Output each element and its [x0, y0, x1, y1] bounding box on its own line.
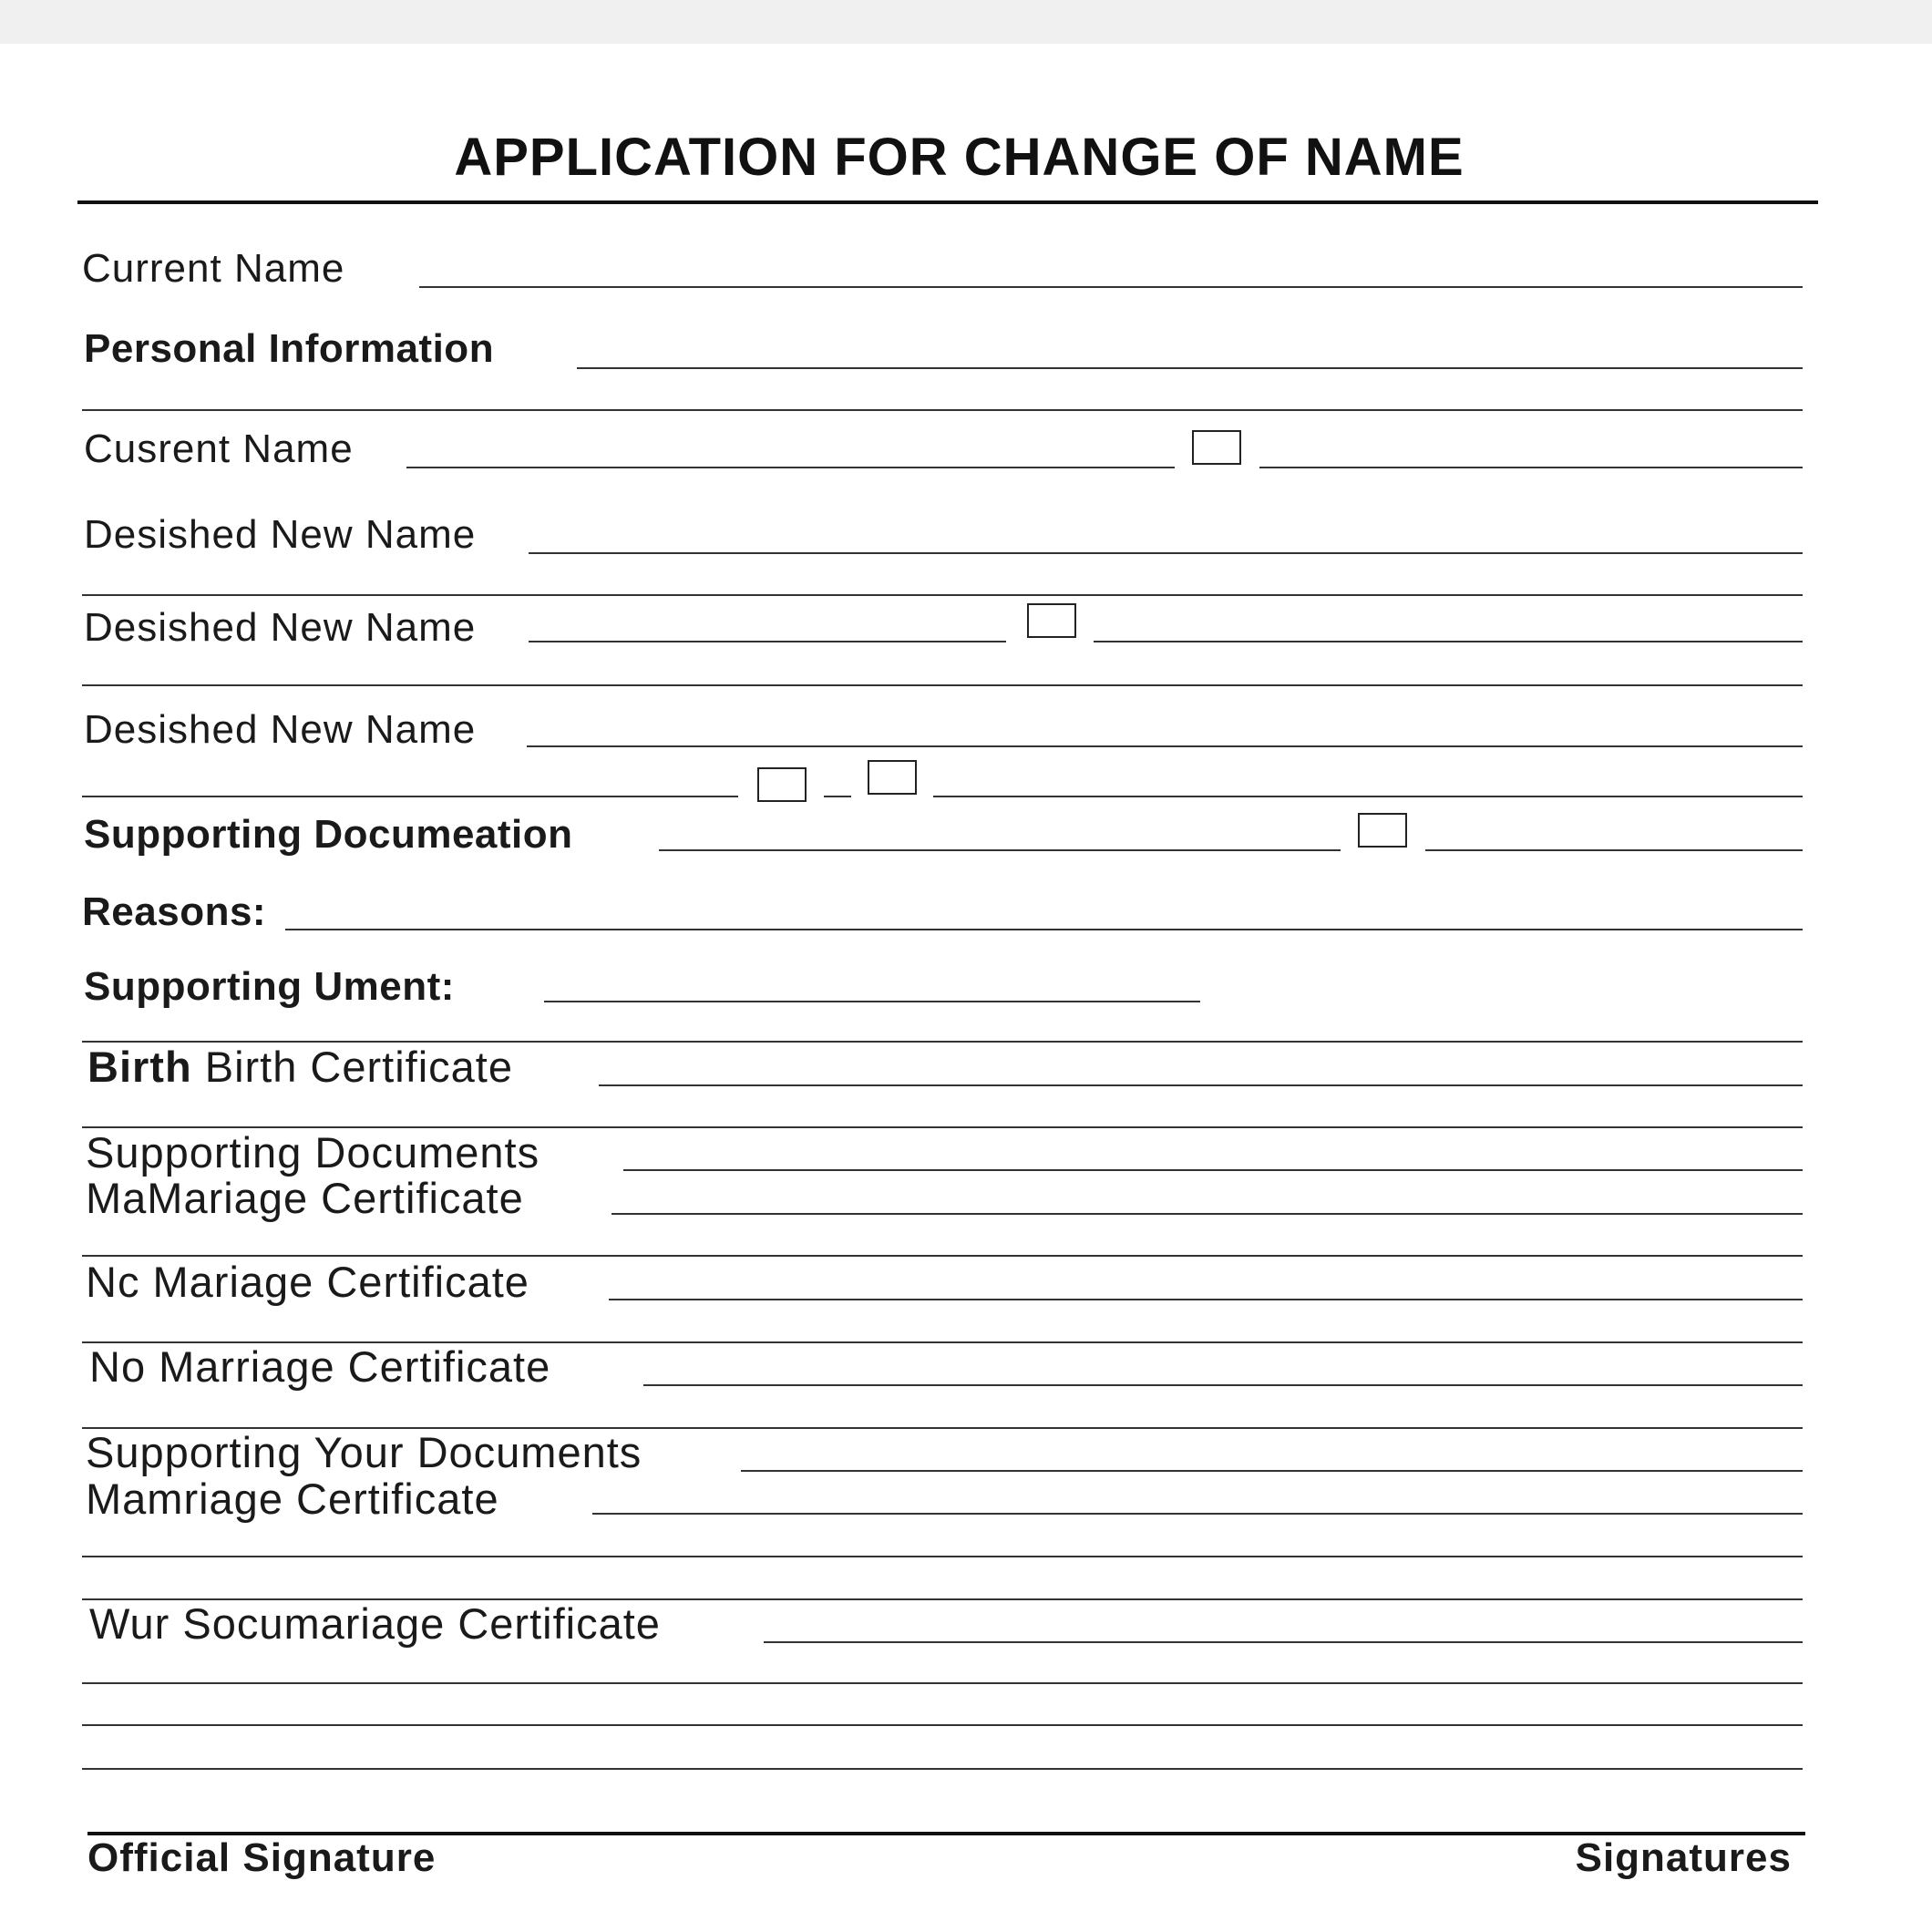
- mamariage-certificate-field[interactable]: [611, 1213, 1803, 1215]
- supporting-ument-label: Supporting Ument:: [84, 964, 455, 1009]
- desired-new-name-field-2b[interactable]: [1094, 641, 1803, 642]
- supporting-ument-field[interactable]: [544, 1001, 1200, 1002]
- official-signature-label: Official Signature: [87, 1835, 437, 1880]
- birth-certificate-text: Birth Certificate: [204, 1043, 513, 1091]
- blank-line[interactable]: [82, 684, 1803, 686]
- no-marriage-certificate-label: No Marriage Certificate: [89, 1342, 551, 1391]
- supporting-documentation-heading: Supporting Documeation: [84, 812, 573, 857]
- mamriage-certificate-label: Mamriage Certificate: [86, 1475, 499, 1523]
- title-divider: [77, 200, 1818, 204]
- supporting-documents-field[interactable]: [623, 1169, 1803, 1171]
- wur-socumariage-certificate-label: Wur Socumariage Certificate: [89, 1599, 661, 1648]
- blank-line[interactable]: [82, 594, 1803, 596]
- desired-new-name-field-1[interactable]: [529, 552, 1803, 554]
- blank-line[interactable]: [82, 409, 1803, 411]
- birth-certificate-label: [87, 1043, 513, 1092]
- wur-socumariage-certificate-field[interactable]: [764, 1641, 1803, 1643]
- mamriage-certificate-field[interactable]: [592, 1513, 1803, 1515]
- nc-mariage-certificate-field[interactable]: [609, 1299, 1803, 1300]
- supporting-your-documents-field[interactable]: [741, 1470, 1803, 1472]
- reasons-field[interactable]: [285, 929, 1803, 930]
- no-marriage-certificate-field[interactable]: [643, 1384, 1803, 1386]
- birth-certificate-field[interactable]: [599, 1084, 1803, 1086]
- desired-new-name-checkbox[interactable]: [1027, 603, 1076, 638]
- blank-line[interactable]: [82, 1255, 1803, 1257]
- blank-line[interactable]: [82, 1556, 1803, 1557]
- reasons-label: Reasons:: [82, 889, 267, 934]
- blank-line[interactable]: [82, 1768, 1803, 1770]
- blank-line[interactable]: [824, 796, 851, 797]
- supporting-documentation-field-b[interactable]: [1425, 849, 1803, 851]
- supporting-your-documents-label: Supporting Your Documents: [86, 1428, 642, 1476]
- signatures-label: Signatures: [1575, 1835, 1792, 1880]
- supporting-documentation-checkbox[interactable]: [1358, 813, 1407, 848]
- blank-line[interactable]: [82, 1682, 1803, 1684]
- current-name-field-2a[interactable]: [406, 467, 1175, 468]
- current-name-field[interactable]: [419, 286, 1803, 288]
- personal-information-heading: Personal Information: [84, 326, 495, 371]
- current-name-label: Current Name: [82, 246, 345, 291]
- mamariage-certificate-label: MaMariage Certificate: [86, 1174, 524, 1222]
- desired-new-name-label-2: Desished New Name: [84, 605, 477, 650]
- personal-information-field[interactable]: [577, 367, 1803, 369]
- desired-new-name-field-2a[interactable]: [529, 641, 1006, 642]
- birth-bold-text: Birth: [87, 1043, 192, 1091]
- desired-new-name-label-3: Desished New Name: [84, 707, 477, 752]
- current-name-label-2: Cusrent Name: [84, 426, 354, 471]
- form-title: APPLICATION FOR CHANGE OF NAME: [454, 128, 1464, 187]
- supporting-documentation-field-a[interactable]: [659, 849, 1341, 851]
- desired-new-name-label-1: Desished New Name: [84, 512, 477, 557]
- nc-mariage-certificate-label: Nc Mariage Certificate: [86, 1258, 529, 1306]
- current-name-checkbox[interactable]: [1192, 430, 1241, 465]
- current-name-field-2b[interactable]: [1259, 467, 1803, 468]
- blank-line[interactable]: [82, 796, 738, 797]
- top-margin-bar: [0, 0, 1932, 44]
- desired-new-name-field-3[interactable]: [527, 745, 1803, 747]
- blank-line[interactable]: [82, 1724, 1803, 1726]
- option-checkbox-2[interactable]: [868, 760, 917, 795]
- blank-line[interactable]: [933, 796, 1803, 797]
- supporting-documents-label: Supporting Documents: [86, 1128, 540, 1177]
- option-checkbox-1[interactable]: [757, 767, 807, 802]
